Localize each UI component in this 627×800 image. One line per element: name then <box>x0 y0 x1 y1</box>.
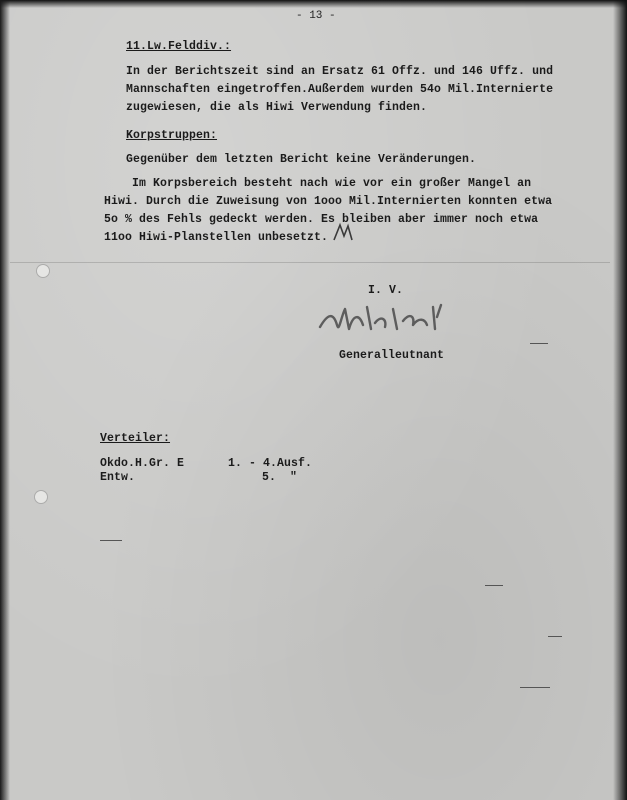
body-line: In der Berichtszeit sind an Ersatz 61 Offz. und 146 Uffz. und <box>126 65 554 78</box>
distribution-copies: 1. - 4.Ausf. <box>228 457 313 470</box>
distribution-recipient: Entw. <box>100 471 136 484</box>
distribution-copies: 5. " <box>262 471 298 484</box>
scan-speck <box>520 687 550 688</box>
body-line: Gegenüber dem letzten Bericht keine Veränderungen. <box>126 153 477 166</box>
scan-speck <box>485 585 503 586</box>
distribution-recipient: Okdo.H.Gr. E <box>100 457 185 470</box>
handwritten-signature <box>315 295 485 345</box>
body-line: 5o % des Fehls gedeckt werden. Es bleiben aber immer noch etwa <box>104 213 539 226</box>
body-line: Hiwi. Durch die Zuweisung von 1ooo Mil.Internierten konnten etwa <box>104 195 553 208</box>
scan-edge-right <box>613 0 627 800</box>
punch-hole <box>34 490 48 504</box>
scan-speck <box>548 636 562 637</box>
body-line: Im Korpsbereich besteht nach wie vor ein großer Mangel an <box>104 177 532 190</box>
scan-speck <box>530 343 548 344</box>
scan-edge-top <box>0 0 627 8</box>
body-line: zugewiesen, die als Hiwi Verwendung finden. <box>126 101 428 114</box>
distribution-heading: Verteiler: <box>100 432 171 445</box>
signature-title: Generalleutnant <box>339 349 445 362</box>
body-line: Mannschaften eingetroffen.Außerdem wurden 54o Mil.Internierte <box>126 83 554 96</box>
punch-hole <box>36 264 50 278</box>
initials-mark <box>330 222 360 244</box>
paper-fold <box>10 262 610 263</box>
section-heading-division: 11.Lw.Felddiv.: <box>126 40 232 53</box>
scan-edge-left <box>0 0 10 800</box>
signature-iv: I. V. <box>368 284 404 297</box>
scan-speck <box>100 540 122 541</box>
section-heading-corps-troops: Korpstruppen: <box>126 129 218 142</box>
page-number: - 13 - <box>296 10 336 22</box>
body-line: 11oo Hiwi-Planstellen unbesetzt. <box>104 231 329 244</box>
